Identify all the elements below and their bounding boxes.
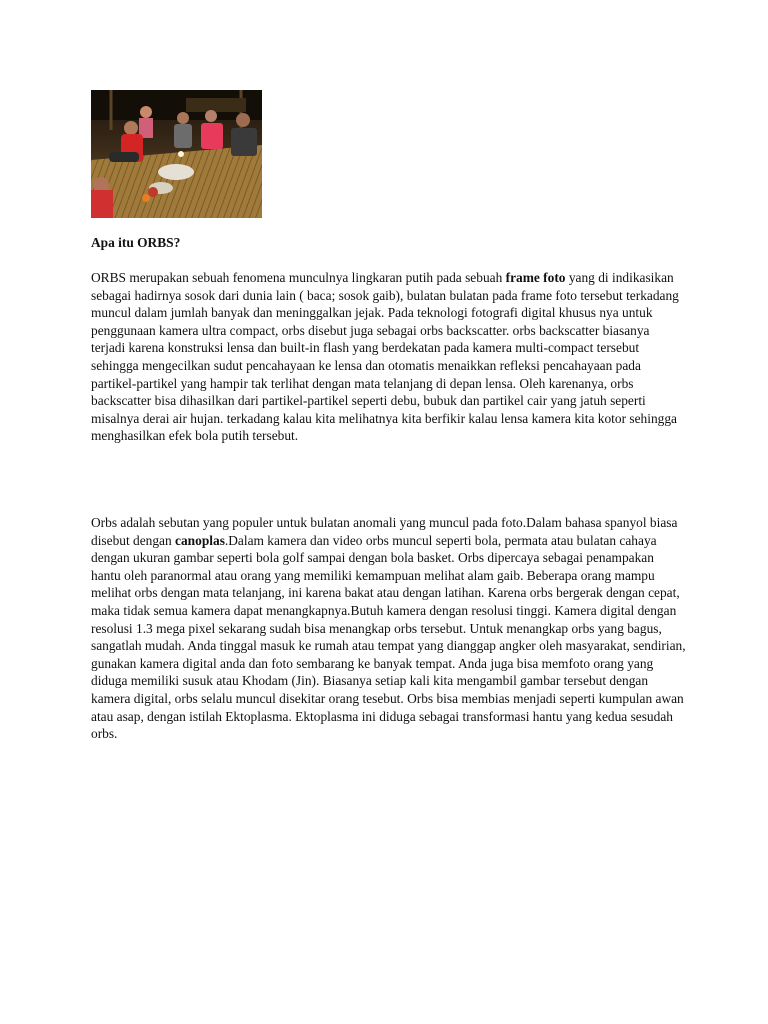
photo-illustration <box>91 90 262 218</box>
paragraph-orbs-definition <box>91 269 686 445</box>
paragraph-text: yang di indikasikan sebagai hadirnya sosok dari dunia lain ( baca; sosok gaib), bulatan bulatan pada frame foto tersebut terkadang muncul dalam jumlah banyak dan meninggalkan jejak. Pada teknologi fotografi digital khusus nya untuk penggunaan kamera ultra compact, orbs disebut juga sebagai orbs backscatter. orbs backscatter biasanya terjadi karena konstruksi lensa dan built-in flash yang berdekatan pada kamera multi-compact tersebut sehingga mengecilkan sudut pencahayaan ke lensa dan otomatis menaikkan refleksi pencahayaan pada partikel-partikel yang hampir tak terlihat dengan mata telanjang di depan lensa. Oleh karenanya, orbs backscatter bisa dihasilkan dari partikel-partikel seperti debu, bubuk dan partikel cair yang jatuh seperti misalnya derai air hujan. terkadang kalau kita melihatnya kita berfikir kalau lensa kamera kita kotor sehingga menghasilkan efek bola putih tersebut. <box>91 270 679 444</box>
paragraph-text: ORBS merupakan sebuah fenomena munculnya lingkaran putih pada sebuah <box>91 270 506 285</box>
paragraph-text: Orbs adalah sebutan yang populer untuk bulatan anomali yang muncul pada foto.Dalam bahasa spanyol biasa disebut dengan <box>91 515 678 548</box>
section-heading: Apa itu ORBS? <box>91 235 181 250</box>
bold-term: frame foto <box>505 270 566 285</box>
paragraph-text: .Dalam kamera dan video orbs muncul seperti bola, permata atau bulatan cahaya dengan ukuran gambar seperti bola golf sampai dengan bola basket. Orbs dipercaya sebagai penampakan hantu oleh paranormal atau orang yang memiliki kemampuan melihat alam gaib. Beberapa orang mampu melihat orbs dengan mata telanjang, ini karena bakat atau dengan latihan. Karena orbs bergerak dengan cepat, maka tidak semua kamera dapat menangkapnya.Butuh kamera dengan resolusi tinggi. Kamera digital dengan resolusi 1.3 mega pixel sekarang sudah bisa menangkap orbs tersebut. Untuk menangkap orbs yang bagus, sangatlah mudah. Anda tinggal masuk ke rumah atau tempat yang dianggap angker oleh masyarakat, sendirian, gunakan kamera digital anda dan foto sembarang ke banyak tempat. Anda juga bisa memfoto orang yang diduga memiliki susuk atau Khodam (Jin). Biasanya setiap kali kita mengambil gambar tersebut dengan kamera digital, orbs selalu muncul disekitar orang tesebut. Orbs bisa membias menjadi seperti kumpulan awan atau asap, dengan istilah Ektoplasma. Ektoplasma ini diduga sebagai transformasi hantu yang kedua sesudah orbs. <box>91 532 686 742</box>
people-gathering-photo <box>91 90 262 218</box>
bold-term: canoplas <box>175 532 225 548</box>
paragraph-orbs-popular <box>91 514 686 743</box>
